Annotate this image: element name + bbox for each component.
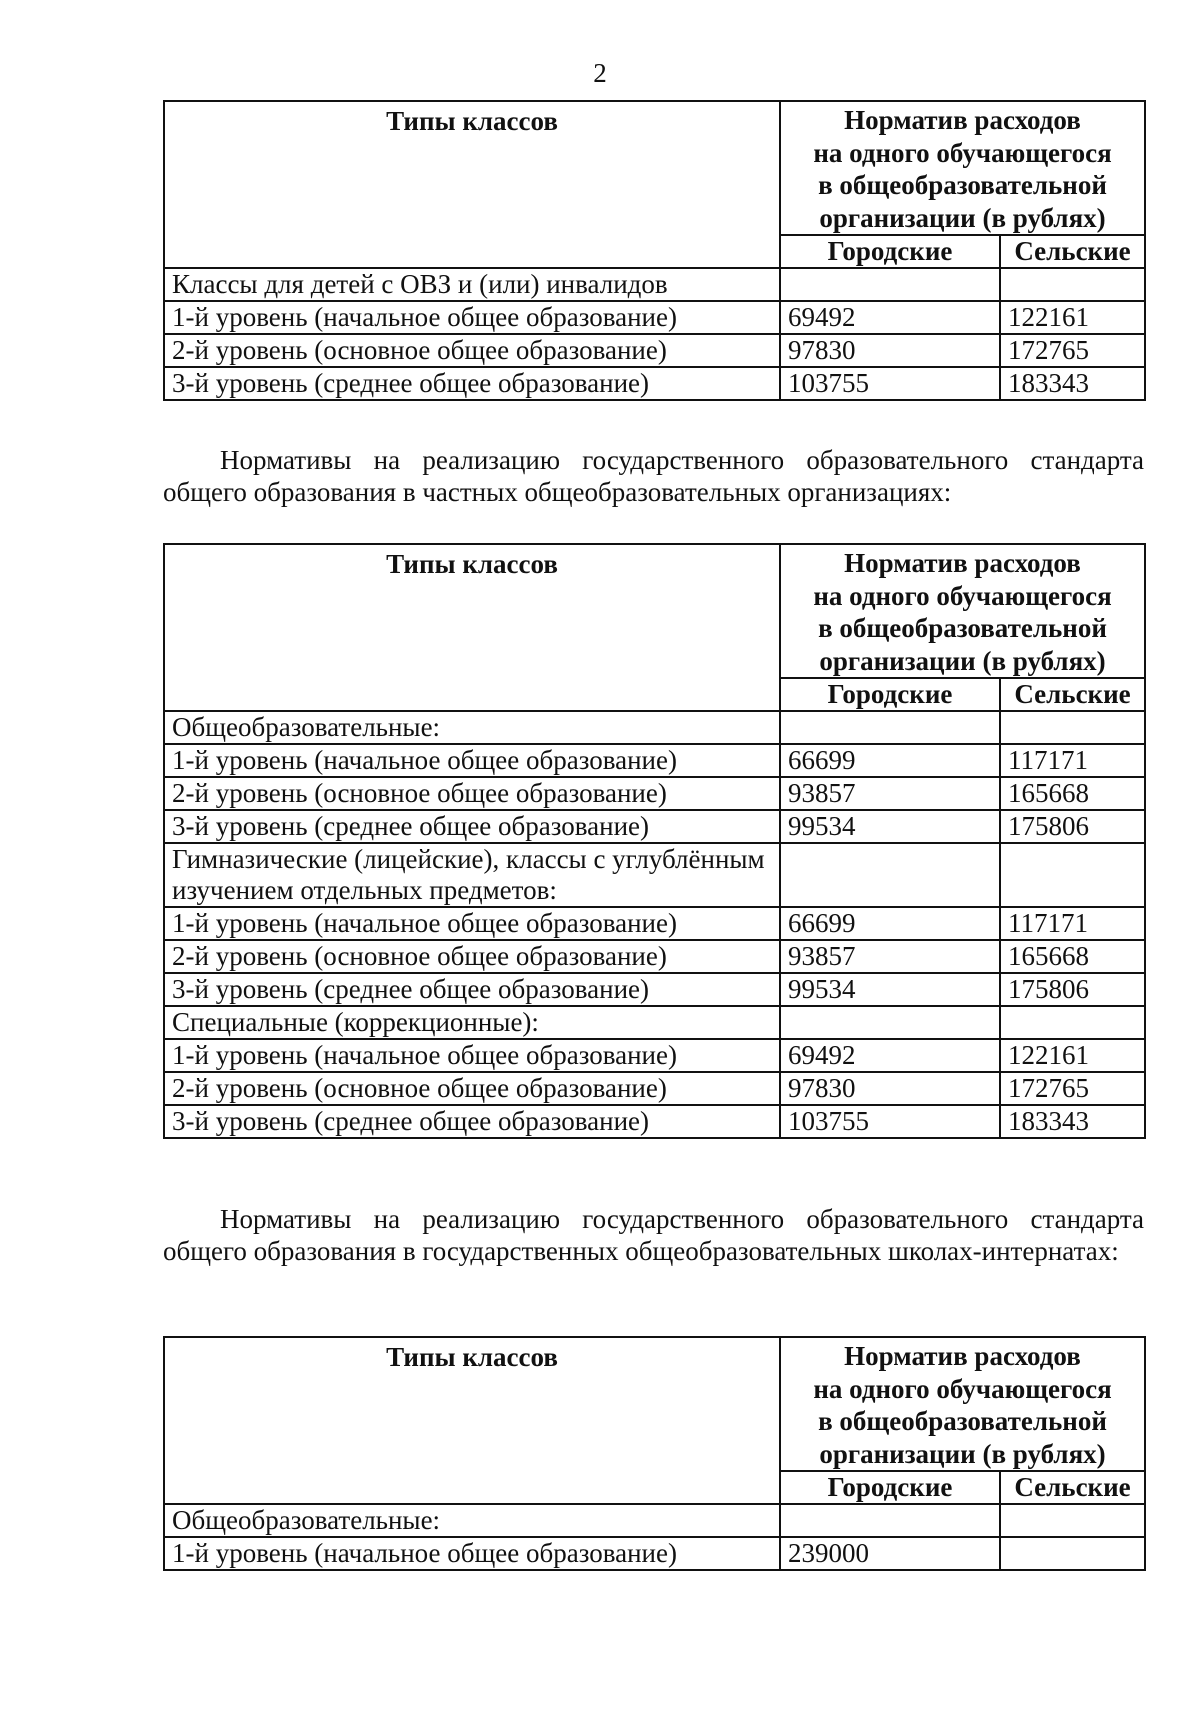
urban-value: [780, 1006, 1000, 1039]
urban-value: [780, 843, 1000, 907]
table-ovz-classes: [163, 100, 1146, 401]
urban-value: 66699: [780, 744, 1000, 777]
rural-value: [1000, 711, 1145, 744]
column-header-class-types: Типы классов: [164, 1337, 780, 1504]
column-header-norm: Норматив расходов на одного обучающегося в общеобразовательной организации (в рублях): [780, 544, 1145, 678]
column-header-urban: Городские: [780, 1471, 1000, 1504]
urban-value: 239000: [780, 1537, 1000, 1570]
rural-value: 175806: [1000, 810, 1145, 843]
column-header-class-types: Типы классов: [164, 544, 780, 711]
column-header-class-types: Типы классов: [164, 101, 780, 268]
row-label: 3-й уровень (среднее общее образование): [164, 973, 780, 1006]
column-header-rural: Сельские: [1000, 1471, 1145, 1504]
urban-value: 103755: [780, 1105, 1000, 1138]
urban-value: 93857: [780, 777, 1000, 810]
row-label: 3-й уровень (среднее общее образование): [164, 367, 780, 400]
column-header-norm: Норматив расходов на одного обучающегося в общеобразовательной организации (в рублях): [780, 1337, 1145, 1471]
table-row: [164, 973, 1145, 1006]
table-row: [164, 940, 1145, 973]
table-row: [164, 301, 1145, 334]
row-label: Гимназические (лицейские), классы с углублённым изучением отдельных предметов:: [164, 843, 780, 907]
urban-value: [780, 1504, 1000, 1537]
rural-value: 175806: [1000, 973, 1145, 1006]
table-row: [164, 1504, 1145, 1537]
rural-value: 172765: [1000, 1072, 1145, 1105]
rural-value: [1000, 1537, 1145, 1570]
row-label: 1-й уровень (начальное общее образование): [164, 1039, 780, 1072]
table-row: [164, 777, 1145, 810]
rural-value: 183343: [1000, 1105, 1145, 1138]
table-row: [164, 1537, 1145, 1570]
table-row: [164, 1105, 1145, 1138]
rural-value: 165668: [1000, 777, 1145, 810]
rural-value: 172765: [1000, 334, 1145, 367]
urban-value: [780, 711, 1000, 744]
column-header-rural: Сельские: [1000, 678, 1145, 711]
table-boarding-schools: [163, 1336, 1146, 1571]
table-row: [164, 907, 1145, 940]
row-label: 1-й уровень (начальное общее образование): [164, 907, 780, 940]
urban-value: 103755: [780, 367, 1000, 400]
rural-value: 122161: [1000, 301, 1145, 334]
urban-value: 99534: [780, 973, 1000, 1006]
row-label: 2-й уровень (основное общее образование): [164, 940, 780, 973]
column-header-rural: Сельские: [1000, 235, 1145, 268]
table-row: [164, 367, 1145, 400]
table-row: [164, 268, 1145, 301]
urban-value: 93857: [780, 940, 1000, 973]
table-row: [164, 334, 1145, 367]
page-number: 2: [593, 58, 607, 88]
row-label: Общеобразовательные:: [164, 1504, 780, 1537]
row-label: Общеобразовательные:: [164, 711, 780, 744]
rural-value: 117171: [1000, 744, 1145, 777]
row-label: 3-й уровень (среднее общее образование): [164, 1105, 780, 1138]
urban-value: 66699: [780, 907, 1000, 940]
rural-value: [1000, 268, 1145, 301]
paragraph-private-schools: Нормативы на реализацию государственного образовательного стандарта общего образования в частных общеобразовательных организациях:: [163, 445, 1144, 507]
row-label: 1-й уровень (начальное общее образование): [164, 744, 780, 777]
urban-value: 69492: [780, 1039, 1000, 1072]
table-row: [164, 810, 1145, 843]
rural-value: [1000, 1006, 1145, 1039]
row-label: 3-й уровень (среднее общее образование): [164, 810, 780, 843]
row-label: Специальные (коррекционные):: [164, 1006, 780, 1039]
rural-value: 165668: [1000, 940, 1145, 973]
rural-value: 117171: [1000, 907, 1145, 940]
column-header-urban: Городские: [780, 678, 1000, 711]
table-row: [164, 744, 1145, 777]
table-row: [164, 1006, 1145, 1039]
column-header-norm: Норматив расходов на одного обучающегося в общеобразовательной организации (в рублях): [780, 101, 1145, 235]
paragraph-boarding-schools: Нормативы на реализацию государственного образовательного стандарта общего образования в государственных общеобразовательных школах-интернатах:: [163, 1204, 1144, 1266]
row-label: 1-й уровень (начальное общее образование): [164, 301, 780, 334]
row-label: 2-й уровень (основное общее образование): [164, 1072, 780, 1105]
table-row: [164, 711, 1145, 744]
table-row: [164, 843, 1145, 907]
urban-value: 69492: [780, 301, 1000, 334]
urban-value: 97830: [780, 1072, 1000, 1105]
table-row: [164, 1039, 1145, 1072]
urban-value: 97830: [780, 334, 1000, 367]
table-row: [164, 1072, 1145, 1105]
row-label: Классы для детей с ОВЗ и (или) инвалидов: [164, 268, 780, 301]
column-header-urban: Городские: [780, 235, 1000, 268]
rural-value: 122161: [1000, 1039, 1145, 1072]
rural-value: 183343: [1000, 367, 1145, 400]
urban-value: 99534: [780, 810, 1000, 843]
rural-value: [1000, 843, 1145, 907]
rural-value: [1000, 1504, 1145, 1537]
row-label: 2-й уровень (основное общее образование): [164, 777, 780, 810]
row-label: 1-й уровень (начальное общее образование): [164, 1537, 780, 1570]
table-private-schools: [163, 543, 1146, 1139]
urban-value: [780, 268, 1000, 301]
row-label: 2-й уровень (основное общее образование): [164, 334, 780, 367]
